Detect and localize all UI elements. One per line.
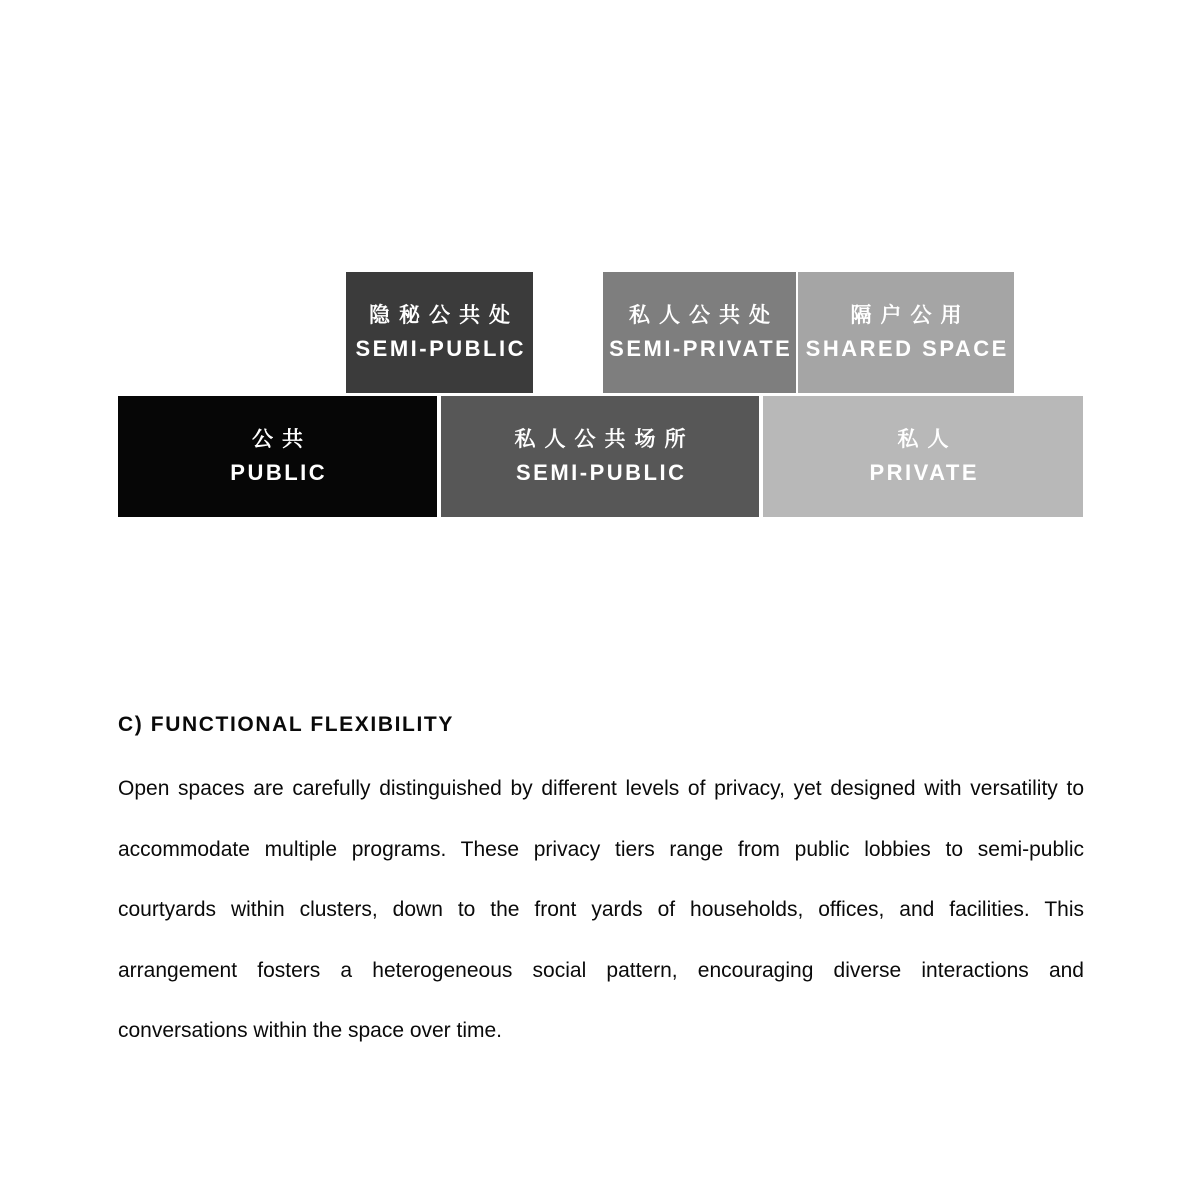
paragraph-line: accommodate multiple programs. These privacy tiers range from public lobbies to semi-public xyxy=(118,837,1084,861)
block-label-english: SEMI-PRIVATE xyxy=(609,335,793,361)
privacy-block-semi-private xyxy=(603,272,796,393)
block-label-chinese: 私人公共处 xyxy=(629,302,779,327)
block-label-chinese: 隔户公用 xyxy=(850,302,971,327)
privacy-block-shared-space xyxy=(798,272,1014,393)
block-label-chinese: 私人公共场所 xyxy=(514,426,695,451)
privacy-block-public xyxy=(118,396,437,517)
block-label-chinese: 公共 xyxy=(252,426,312,451)
block-label-english: PRIVATE xyxy=(869,459,980,485)
section-paragraph xyxy=(118,759,1084,1062)
paragraph-line: Open spaces are carefully distinguished by different levels of privacy, yet designed with versatility to xyxy=(118,777,1084,800)
functional-flexibility-section xyxy=(118,712,1084,1062)
paragraph-line: conversations within the space over time. xyxy=(118,1019,503,1042)
privacy-block-semi-public-lower xyxy=(441,396,759,517)
section-heading: C) FUNCTIONAL FLEXIBILITY xyxy=(118,713,454,736)
block-label-english: SHARED SPACE xyxy=(805,335,1009,361)
privacy-block-private xyxy=(763,396,1083,517)
privacy-block-semi-public-upper xyxy=(346,272,533,393)
block-label-english: PUBLIC xyxy=(230,459,328,485)
paragraph-line: arrangement fosters a heterogeneous social pattern, encouraging diverse interactions and xyxy=(118,958,1084,982)
block-label-chinese: 私人 xyxy=(897,426,958,451)
block-label-chinese: 隐秘公共处 xyxy=(369,302,519,327)
block-label-english: SEMI-PUBLIC xyxy=(516,459,687,485)
paragraph-line: courtyards within clusters, down to the front yards of households, offices, and facilities. This xyxy=(118,898,1084,921)
block-label-english: SEMI-PUBLIC xyxy=(355,335,526,361)
